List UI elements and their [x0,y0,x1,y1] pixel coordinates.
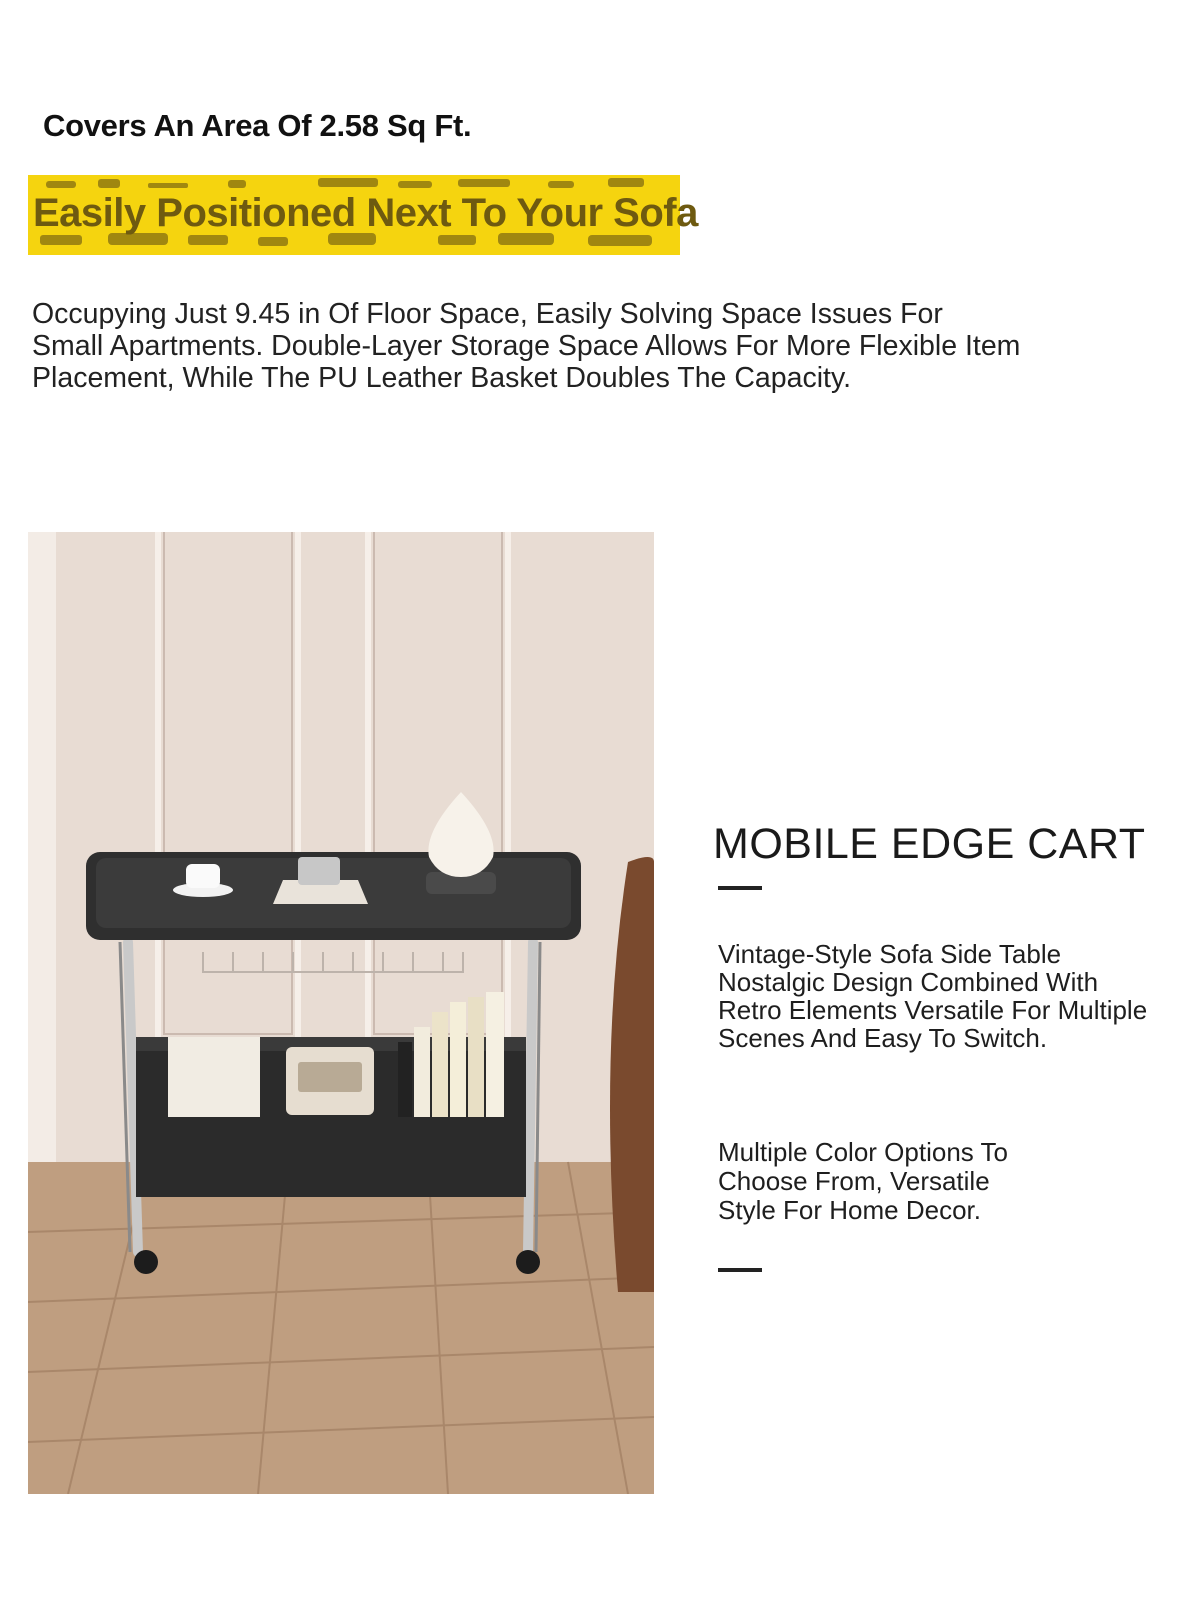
sofa-title: Easily Positioned Next To Your Sofa [33,191,698,235]
area-title: Covers An Area Of 2.58 Sq Ft. [43,108,472,143]
cart-title: MOBILE EDGE CART [713,820,1146,868]
divider-dash-bottom [718,1268,762,1272]
color-options-paragraph: Multiple Color Options To Choose From, Versatile Style For Home Decor. [718,1137,1008,1225]
cart-illustration [28,532,654,1494]
product-photo [28,532,654,1494]
description-paragraph: Vintage-Style Sofa Side Table Nostalgic Design Combined With Retro Elements Versatile For Multiple Scenes And Easy To Switch. [718,939,1148,1053]
intro-paragraph: Occupying Just 9.45 in Of Floor Space, Easily Solving Space Issues For Small Apartments. Double-Layer Storage Space Allows For More Flexible Item Placement, While The PU Leather Basket Doubles The Capacity. [32,298,1021,394]
divider-dash-top [718,886,762,890]
